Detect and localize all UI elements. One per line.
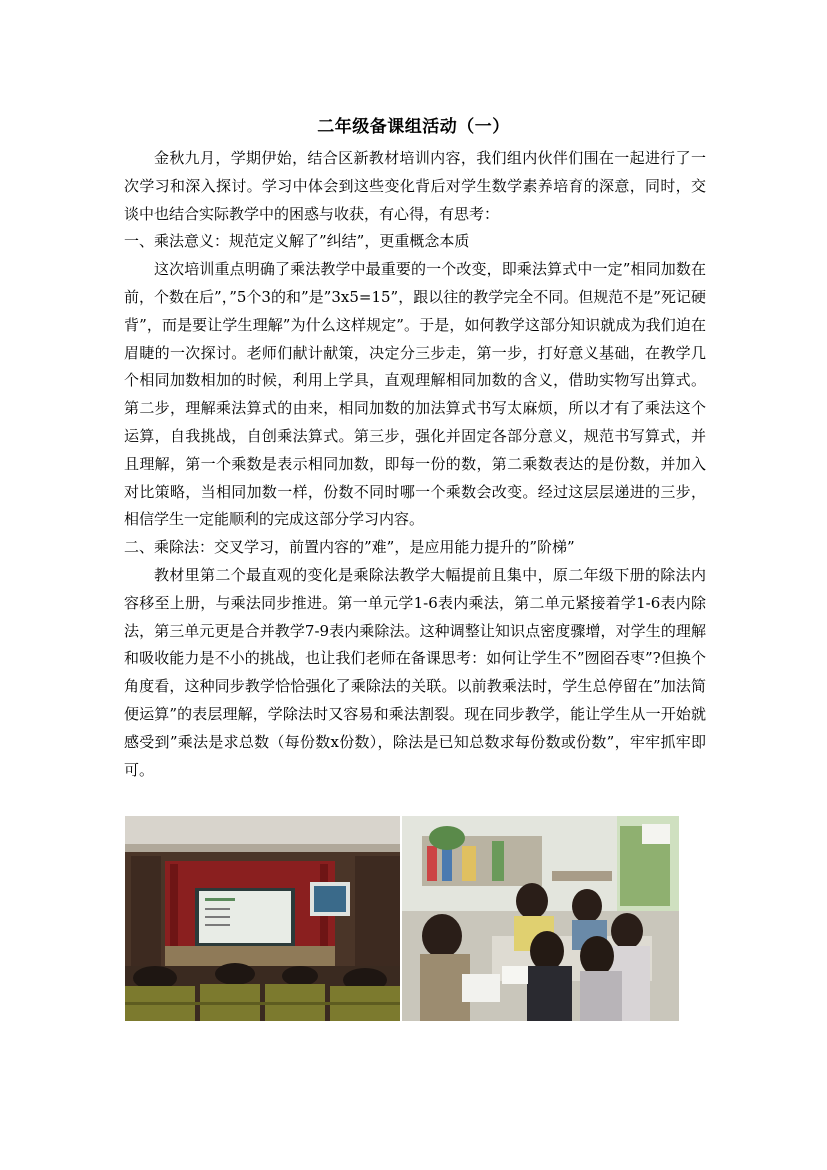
paragraph-section-1: 这次培训重点明确了乘法教学中最重要的一个改变，即乘法算式中一定”相同加数在前，个数在后”，”5个3的和”是”3x5=15”，跟以往的教学完全不同。但规范不是”死记硬背”，而是要让学生理解”为什么这样规定”。于是，如何教学这部分知识就成为我们迫在眉睫的一次探讨。老师们献计献策，决定分三步走，第一步，打好意义基础，在教学几个相同加数相加的时候，利用上学具，直观理解相同加数的含义，借助实物写出算式。第二步，理解乘法算式的由来，相同加数的加法算式书写太麻烦，所以才有了乘法这个运算，自我挑战，自创乘法算式。第三步，强化并固定各部分意义，规范书写算式，并且理解，第一个乘数是表示相同加数，即每一份的数，第二乘数表达的是份数，并加入对比策略，当相同加数一样，份数不同时哪一个乘数会改变。经过这层层递进的三步，相信学生一定能顺利的完成这部分学习内容。 xyxy=(124,260,706,529)
photo-strip xyxy=(125,816,679,1021)
section-heading-2: 二、乘除法：交叉学习，前置内容的”难”，是应用能力提升的”阶梯” xyxy=(124,538,575,557)
document-title: 二年级备课组活动（一） xyxy=(317,117,510,137)
group-discussion-illustration xyxy=(402,816,679,1021)
paragraph-intro: 金秋九月，学期伊始，结合区新教材培训内容，我们组内伙伴们围在一起进行了一次学习和深入探讨。学习中体会到这些变化背后对学生数学素养培育的深意，同时，交谈中也结合实际教学中的困惑与收获，有心得，有思考： xyxy=(124,149,706,223)
section-heading-1: 一、乘法意义：规范定义解了”纠结”，更重概念本质 xyxy=(124,232,470,251)
document-body xyxy=(124,145,706,784)
group-discussion-photo xyxy=(402,816,679,1021)
lecture-hall-photo xyxy=(125,816,400,1021)
paragraph-section-2: 教材里第二个最直观的变化是乘除法教学大幅提前且集中，原二年级下册的除法内容移至上册，与乘法同步推进。第一单元学1-6表内乘法，第二单元紧接着学1-6表内除法，第三单元更是合并教学7-9表内乘除法。这种调整让知识点密度骤增，对学生的理解和吸收能力是不小的挑战，也让我们老师在备课思考：如何让学生不”囫囵吞枣”?但换个角度看，这种同步教学恰恰强化了乘除法的关联。以前教乘法时，学生总停留在”加法简便运算”的表层理解，学除法时又容易和乘法割裂。现在同步教学，能让学生从一开始就感受到”乘法是求总数（每份数x份数），除法是已知总数求每份数或份数”，牢牢抓牢即可。 xyxy=(124,565,706,779)
lecture-hall-illustration xyxy=(125,816,400,1021)
